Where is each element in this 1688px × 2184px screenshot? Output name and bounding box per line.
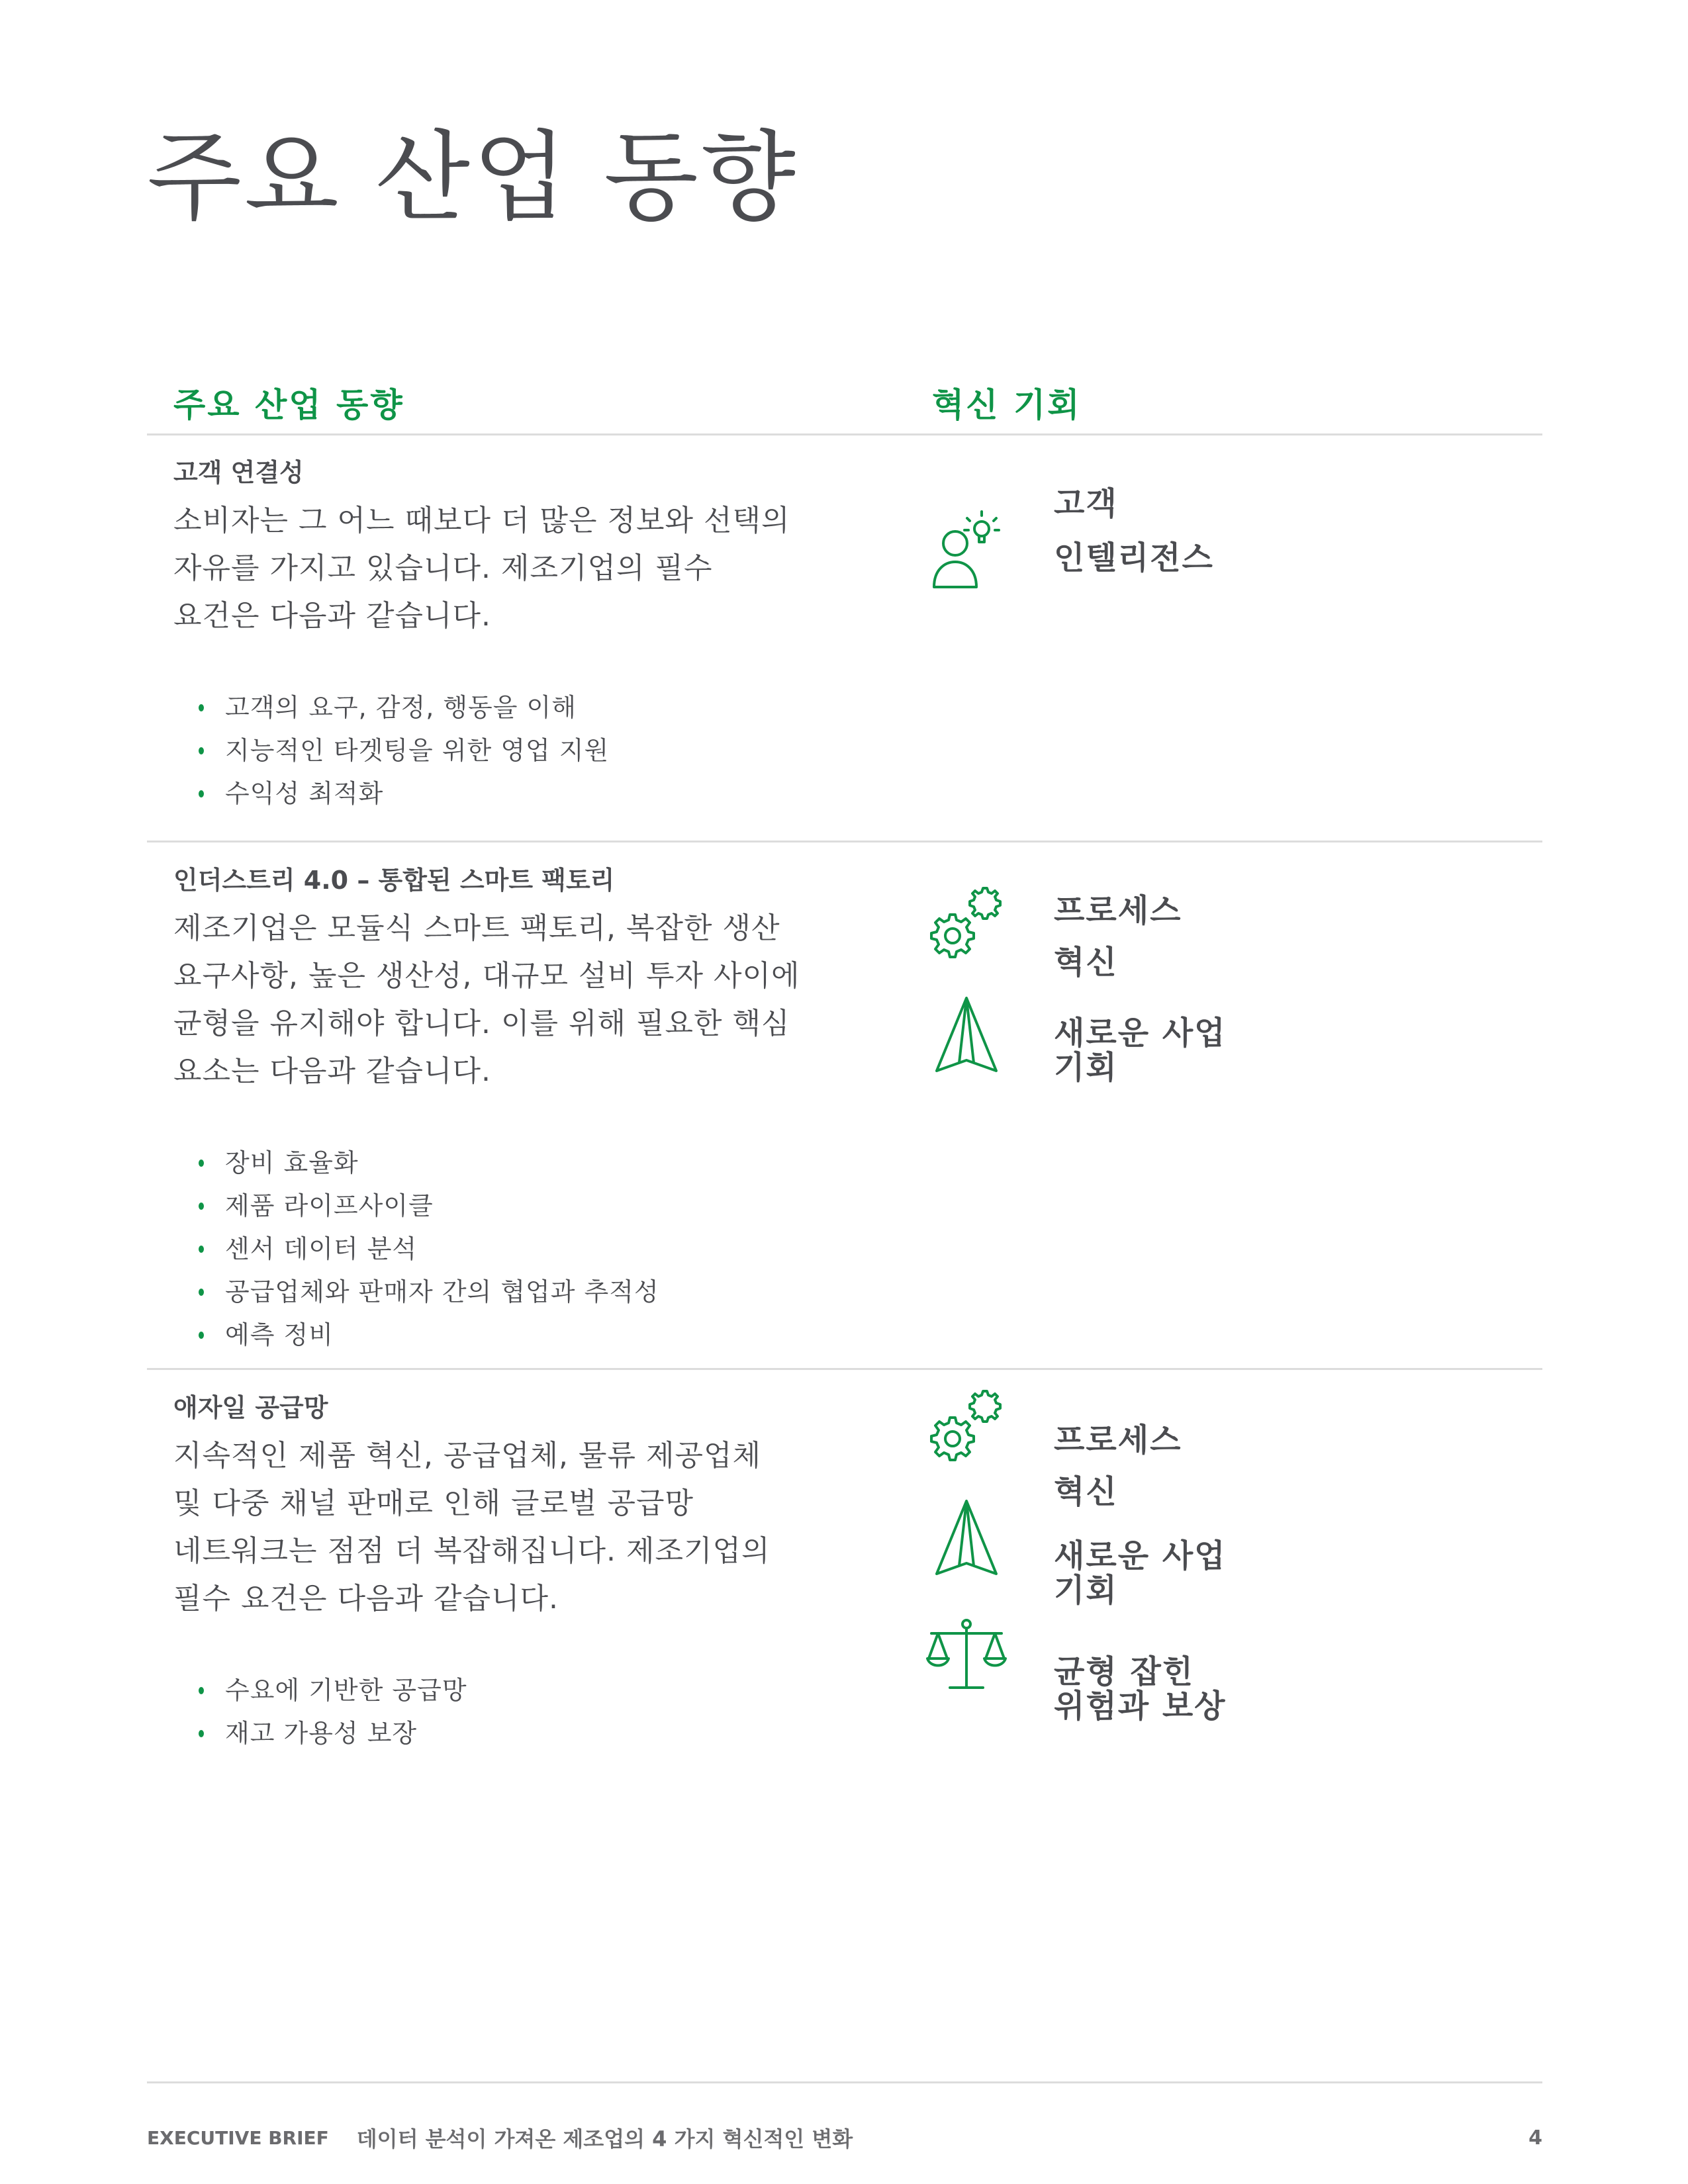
list-item: 수요에 기반한 공급망 (173, 1669, 835, 1712)
footer-brand: EXECUTIVE BRIEF (147, 2126, 329, 2149)
opportunity-line: 균형 잡힌 (1054, 1653, 1195, 1690)
opportunity-line: 프로세스 (1054, 892, 1182, 929)
body-line: 제조기업은 모듈식 스마트 팩토리, 복잡한 생산 (173, 911, 780, 946)
list-item: 장비 효율화 (173, 1142, 835, 1185)
list-item: 예측 정비 (173, 1314, 835, 1357)
section-body (173, 497, 835, 640)
body-line: 요건은 다음과 같습니다. (173, 599, 491, 633)
column-header-opportunities: 혁신 기회 (932, 386, 1082, 424)
opportunity-line: 프로세스 (1054, 1422, 1182, 1459)
opportunity-line: 기회 (1054, 1049, 1118, 1086)
gears-icon (923, 880, 1009, 966)
footer-divider (147, 2081, 1542, 2083)
opportunity-label (1054, 893, 1182, 979)
divider (147, 1368, 1542, 1370)
opportunity-line: 기회 (1054, 1572, 1118, 1609)
opportunity-label (1054, 1016, 1227, 1085)
opportunity-line: 인텔리전스 (1054, 539, 1214, 576)
opportunity-label (1054, 1539, 1227, 1608)
bullet-list (173, 1142, 835, 1357)
opportunity-line: 새로운 사업 (1054, 1537, 1227, 1574)
list-item: 수익성 최적화 (173, 772, 835, 815)
divider (147, 841, 1542, 842)
section-industry-4-0 (173, 864, 835, 1357)
body-line: 균형을 유지해야 합니다. 이를 위해 필요한 핵심 (173, 1007, 790, 1041)
paper-plane-icon (923, 1496, 1009, 1582)
section-agile-supply-chain (173, 1392, 835, 1755)
paper-plane-icon (923, 993, 1009, 1079)
body-line: 네트워크는 점점 더 복잡해집니다. 제조기업의 (173, 1534, 771, 1569)
body-line: 지속적인 제품 혁신, 공급업체, 물류 제공업체 (173, 1439, 761, 1473)
body-line: 요소는 다음과 같습니다. (173, 1054, 491, 1089)
body-line: 소비자는 그 어느 때보다 더 많은 정보와 선택의 (173, 504, 790, 538)
body-line: 요구사항, 높은 생산성, 대규모 설비 투자 사이에 (173, 959, 800, 993)
opportunity-label (1054, 1655, 1227, 1723)
gears-icon (923, 1383, 1009, 1469)
list-item: 지능적인 타겟팅을 위한 영업 지원 (173, 729, 835, 772)
opportunity-line: 혁신 (1054, 944, 1118, 981)
list-item: 재고 가용성 보장 (173, 1712, 835, 1755)
list-item: 센서 데이터 분석 (173, 1228, 835, 1271)
footer-document-title: 데이터 분석이 가져온 제조업의 4 가지 혁신적인 변화 (356, 2126, 853, 2152)
opportunity-line: 위험과 보상 (1054, 1688, 1227, 1725)
body-line: 자유를 가지고 있습니다. 제조기업의 필수 (173, 551, 713, 586)
divider (147, 433, 1542, 435)
list-item: 공급업체와 판매자 간의 협업과 추적성 (173, 1271, 835, 1314)
section-body (173, 905, 835, 1095)
bullet-list (173, 686, 835, 815)
opportunity-label (1054, 486, 1214, 575)
page-title: 주요 산업 동향 (147, 120, 798, 234)
customer-insight-icon (923, 506, 1009, 592)
section-title: 인더스트리 4.0 – 통합된 스마트 팩토리 (173, 866, 615, 895)
section-title: 애자일 공급망 (173, 1393, 328, 1422)
column-header-trends: 주요 산업 동향 (173, 386, 404, 424)
balance-scale-icon (923, 1615, 1009, 1701)
section-body (173, 1432, 835, 1623)
opportunity-line: 새로운 사업 (1054, 1015, 1227, 1052)
opportunity-line: 혁신 (1054, 1473, 1118, 1510)
body-line: 필수 요건은 다음과 같습니다. (173, 1582, 559, 1616)
list-item: 고객의 요구, 감정, 행동을 이해 (173, 686, 835, 729)
page-number: 4 (1528, 2126, 1542, 2150)
section-customer-connectivity (173, 457, 835, 815)
opportunity-label (1054, 1423, 1182, 1509)
list-item: 제품 라이프사이클 (173, 1185, 835, 1228)
opportunity-line: 고객 (1054, 485, 1118, 522)
section-title: 고객 연결성 (173, 458, 304, 487)
body-line: 및 다중 채널 판매로 인해 글로벌 공급망 (173, 1486, 694, 1521)
bullet-list (173, 1669, 835, 1755)
footer (147, 2124, 1542, 2151)
